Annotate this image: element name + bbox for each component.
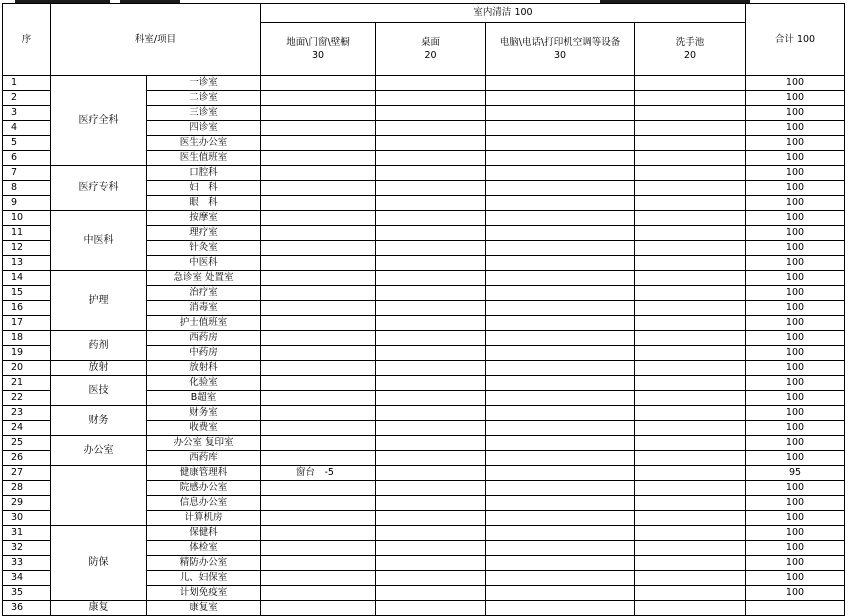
score-washbasin	[635, 196, 746, 211]
dept-group-cell: 医疗全科	[51, 76, 147, 166]
score-desktop	[376, 286, 486, 301]
row-seq: 28	[3, 481, 51, 496]
room-name: 中医科	[147, 256, 261, 271]
score-floor	[261, 526, 376, 541]
score-floor	[261, 301, 376, 316]
row-total: 95	[746, 466, 845, 481]
table-row	[3, 361, 845, 376]
row-total: 100	[746, 331, 845, 346]
table-row	[3, 211, 845, 226]
room-name: 消毒室	[147, 301, 261, 316]
score-equipment	[486, 586, 635, 601]
room-name: 医生值班室	[147, 151, 261, 166]
dept-group-cell: 医疗专科	[51, 166, 147, 211]
score-floor	[261, 151, 376, 166]
score-floor	[261, 436, 376, 451]
row-seq: 17	[3, 316, 51, 331]
score-equipment	[486, 166, 635, 181]
score-floor	[261, 226, 376, 241]
score-washbasin	[635, 406, 746, 421]
room-name: 收费室	[147, 421, 261, 436]
room-name: 护士值班室	[147, 316, 261, 331]
score-equipment	[486, 496, 635, 511]
row-seq: 26	[3, 451, 51, 466]
score-equipment	[486, 361, 635, 376]
row-total: 100	[746, 256, 845, 271]
score-washbasin	[635, 526, 746, 541]
row-total: 100	[746, 196, 845, 211]
score-floor	[261, 481, 376, 496]
table-row	[3, 331, 845, 346]
row-total: 100	[746, 106, 845, 121]
dept-group-cell: 医技	[51, 376, 147, 406]
score-floor	[261, 421, 376, 436]
score-washbasin	[635, 571, 746, 586]
score-floor	[261, 496, 376, 511]
row-seq: 12	[3, 241, 51, 256]
row-total: 100	[746, 271, 845, 286]
score-equipment	[486, 556, 635, 571]
room-name: 急诊室 处置室	[147, 271, 261, 286]
dept-group-cell: 中医科	[51, 211, 147, 271]
column-score: 30	[311, 50, 325, 61]
score-floor	[261, 391, 376, 406]
score-desktop	[376, 451, 486, 466]
score-washbasin	[635, 166, 746, 181]
score-desktop	[376, 466, 486, 481]
row-seq: 1	[3, 76, 51, 91]
score-floor	[261, 196, 376, 211]
room-name: 计算机房	[147, 511, 261, 526]
score-floor	[261, 601, 376, 616]
row-seq: 18	[3, 331, 51, 346]
table-row	[3, 271, 845, 286]
row-total: 100	[746, 226, 845, 241]
column-name: 桌面	[420, 37, 440, 48]
score-equipment	[486, 181, 635, 196]
dept-group-cell: 防保	[51, 526, 147, 601]
row-total: 100	[746, 376, 845, 391]
column-name: 地面\门窗\壁橱	[286, 37, 350, 48]
row-total: 100	[746, 421, 845, 436]
table-row	[3, 166, 845, 181]
room-name: 妇 科	[147, 181, 261, 196]
score-desktop	[376, 526, 486, 541]
score-equipment	[486, 511, 635, 526]
row-seq: 34	[3, 571, 51, 586]
header-seq: 序	[3, 4, 51, 76]
dept-group-cell: 康复	[51, 601, 147, 616]
score-floor	[261, 571, 376, 586]
room-name: B超室	[147, 391, 261, 406]
score-washbasin	[635, 421, 746, 436]
score-equipment	[486, 106, 635, 121]
table-row	[3, 526, 845, 541]
score-desktop	[376, 196, 486, 211]
score-desktop	[376, 406, 486, 421]
dept-group-cell	[51, 466, 147, 526]
row-total: 100	[746, 481, 845, 496]
score-equipment	[486, 211, 635, 226]
score-desktop	[376, 181, 486, 196]
score-floor	[261, 181, 376, 196]
score-floor	[261, 211, 376, 226]
score-desktop	[376, 271, 486, 286]
room-name: 三诊室	[147, 106, 261, 121]
row-seq: 9	[3, 196, 51, 211]
score-desktop	[376, 301, 486, 316]
score-floor	[261, 511, 376, 526]
row-total: 100	[746, 451, 845, 466]
row-total: 100	[746, 496, 845, 511]
row-total: 100	[746, 166, 845, 181]
room-name: 儿、妇保室	[147, 571, 261, 586]
table-row	[3, 376, 845, 391]
score-equipment	[486, 346, 635, 361]
row-total: 100	[746, 571, 845, 586]
score-equipment	[486, 451, 635, 466]
row-total: 100	[746, 211, 845, 226]
score-washbasin	[635, 106, 746, 121]
room-name: 保健科	[147, 526, 261, 541]
score-equipment	[486, 286, 635, 301]
row-seq: 23	[3, 406, 51, 421]
room-name: 放射科	[147, 361, 261, 376]
score-floor	[261, 286, 376, 301]
score-desktop	[376, 106, 486, 121]
score-floor	[261, 241, 376, 256]
score-equipment	[486, 376, 635, 391]
score-equipment	[486, 436, 635, 451]
row-seq: 10	[3, 211, 51, 226]
room-name: 口腔科	[147, 166, 261, 181]
score-equipment	[486, 331, 635, 346]
score-floor	[261, 586, 376, 601]
header-indoor-cleaning: 室内清洁 100	[261, 4, 746, 23]
row-total: 100	[746, 301, 845, 316]
score-washbasin	[635, 211, 746, 226]
score-washbasin	[635, 361, 746, 376]
room-name: 化验室	[147, 376, 261, 391]
row-total: 100	[746, 91, 845, 106]
dept-group-cell: 药剂	[51, 331, 147, 361]
score-desktop	[376, 571, 486, 586]
row-total: 100	[746, 181, 845, 196]
header-floor-window-cabinet	[261, 23, 376, 76]
row-total: 100	[746, 346, 845, 361]
row-total: 100	[746, 511, 845, 526]
row-seq: 2	[3, 91, 51, 106]
score-equipment	[486, 121, 635, 136]
room-name: 康复室	[147, 601, 261, 616]
room-name: 精防办公室	[147, 556, 261, 571]
score-washbasin	[635, 451, 746, 466]
score-desktop	[376, 91, 486, 106]
score-equipment	[486, 481, 635, 496]
room-name: 四诊室	[147, 121, 261, 136]
score-washbasin	[635, 436, 746, 451]
score-equipment	[486, 196, 635, 211]
score-equipment	[486, 136, 635, 151]
score-floor	[261, 106, 376, 121]
score-floor	[261, 451, 376, 466]
score-floor	[261, 331, 376, 346]
score-floor	[261, 136, 376, 151]
score-washbasin	[635, 256, 746, 271]
score-washbasin	[635, 481, 746, 496]
score-desktop	[376, 241, 486, 256]
row-seq: 21	[3, 376, 51, 391]
score-desktop	[376, 316, 486, 331]
row-seq: 22	[3, 391, 51, 406]
score-washbasin	[635, 586, 746, 601]
score-desktop	[376, 436, 486, 451]
header-equipment	[486, 23, 635, 76]
score-floor	[261, 166, 376, 181]
row-seq: 27	[3, 466, 51, 481]
row-seq: 20	[3, 361, 51, 376]
score-desktop	[376, 541, 486, 556]
score-washbasin	[635, 496, 746, 511]
score-desktop	[376, 76, 486, 91]
room-name: 院感办公室	[147, 481, 261, 496]
room-name: 二诊室	[147, 91, 261, 106]
score-floor	[261, 91, 376, 106]
row-seq: 13	[3, 256, 51, 271]
score-desktop	[376, 376, 486, 391]
table-row	[3, 406, 845, 421]
room-name: 西药库	[147, 451, 261, 466]
score-equipment	[486, 91, 635, 106]
table-row	[3, 436, 845, 451]
dept-group-cell: 放射	[51, 361, 147, 376]
table-row	[3, 76, 845, 91]
score-equipment	[486, 301, 635, 316]
row-seq: 4	[3, 121, 51, 136]
header-desktop	[376, 23, 486, 76]
score-equipment	[486, 76, 635, 91]
score-equipment	[486, 316, 635, 331]
score-washbasin	[635, 601, 746, 616]
room-name: 计划免疫室	[147, 586, 261, 601]
score-desktop	[376, 166, 486, 181]
score-desktop	[376, 331, 486, 346]
score-desktop	[376, 151, 486, 166]
score-equipment	[486, 466, 635, 481]
row-seq: 7	[3, 166, 51, 181]
column-name: 洗手池	[675, 37, 705, 48]
score-washbasin	[635, 76, 746, 91]
score-desktop	[376, 391, 486, 406]
score-washbasin	[635, 346, 746, 361]
score-desktop	[376, 481, 486, 496]
score-equipment	[486, 421, 635, 436]
score-floor	[261, 271, 376, 286]
row-total: 100	[746, 241, 845, 256]
row-seq: 16	[3, 301, 51, 316]
score-desktop	[376, 346, 486, 361]
score-equipment	[486, 526, 635, 541]
row-total: 100	[746, 151, 845, 166]
room-name: 西药房	[147, 331, 261, 346]
row-seq: 29	[3, 496, 51, 511]
row-seq: 8	[3, 181, 51, 196]
row-total: 100	[746, 391, 845, 406]
score-washbasin	[635, 466, 746, 481]
dept-group-cell: 办公室	[51, 436, 147, 466]
column-name: 电脑\电话\打印机空调等设备	[499, 37, 621, 48]
row-total: 100	[746, 76, 845, 91]
row-total: 100	[746, 121, 845, 136]
room-name: 中药房	[147, 346, 261, 361]
row-seq: 11	[3, 226, 51, 241]
score-washbasin	[635, 541, 746, 556]
score-washbasin	[635, 181, 746, 196]
room-name: 眼 科	[147, 196, 261, 211]
row-total: 100	[746, 526, 845, 541]
score-desktop	[376, 496, 486, 511]
score-equipment	[486, 601, 635, 616]
dept-group-cell: 护理	[51, 271, 147, 331]
header-dept-project: 科室/项目	[51, 4, 261, 76]
score-floor	[261, 346, 376, 361]
score-floor	[261, 121, 376, 136]
score-washbasin	[635, 226, 746, 241]
row-total	[746, 601, 845, 616]
column-score: 20	[683, 50, 697, 61]
score-floor	[261, 316, 376, 331]
room-name: 办公室 复印室	[147, 436, 261, 451]
row-total: 100	[746, 436, 845, 451]
row-total: 100	[746, 406, 845, 421]
score-equipment	[486, 541, 635, 556]
room-name: 医生办公室	[147, 136, 261, 151]
score-equipment	[486, 571, 635, 586]
cleaning-score-table	[2, 3, 845, 616]
room-name: 按摩室	[147, 211, 261, 226]
deduction-note: 窗台 -5	[261, 466, 376, 481]
score-washbasin	[635, 136, 746, 151]
score-floor	[261, 76, 376, 91]
score-equipment	[486, 406, 635, 421]
row-seq: 36	[3, 601, 51, 616]
row-seq: 35	[3, 586, 51, 601]
score-equipment	[486, 271, 635, 286]
score-desktop	[376, 601, 486, 616]
score-washbasin	[635, 391, 746, 406]
score-desktop	[376, 511, 486, 526]
header-washbasin	[635, 23, 746, 76]
score-floor	[261, 556, 376, 571]
room-name: 一诊室	[147, 76, 261, 91]
score-washbasin	[635, 331, 746, 346]
score-washbasin	[635, 316, 746, 331]
room-name: 体检室	[147, 541, 261, 556]
row-total: 100	[746, 586, 845, 601]
score-desktop	[376, 556, 486, 571]
row-seq: 19	[3, 346, 51, 361]
room-name: 针灸室	[147, 241, 261, 256]
score-desktop	[376, 226, 486, 241]
row-seq: 15	[3, 286, 51, 301]
row-seq: 6	[3, 151, 51, 166]
score-desktop	[376, 121, 486, 136]
score-equipment	[486, 256, 635, 271]
score-equipment	[486, 241, 635, 256]
row-seq: 24	[3, 421, 51, 436]
table-row	[3, 466, 845, 481]
room-name: 信息办公室	[147, 496, 261, 511]
row-seq: 31	[3, 526, 51, 541]
score-washbasin	[635, 376, 746, 391]
table-row	[3, 601, 845, 616]
score-desktop	[376, 586, 486, 601]
score-floor	[261, 361, 376, 376]
score-equipment	[486, 391, 635, 406]
score-desktop	[376, 421, 486, 436]
score-floor	[261, 406, 376, 421]
row-seq: 5	[3, 136, 51, 151]
score-washbasin	[635, 301, 746, 316]
score-washbasin	[635, 241, 746, 256]
score-floor	[261, 541, 376, 556]
score-equipment	[486, 226, 635, 241]
score-washbasin	[635, 151, 746, 166]
score-washbasin	[635, 286, 746, 301]
row-total: 100	[746, 286, 845, 301]
score-desktop	[376, 361, 486, 376]
score-washbasin	[635, 511, 746, 526]
column-score: 30	[553, 50, 567, 61]
row-seq: 14	[3, 271, 51, 286]
score-desktop	[376, 211, 486, 226]
room-name: 财务室	[147, 406, 261, 421]
row-total: 100	[746, 136, 845, 151]
score-washbasin	[635, 556, 746, 571]
score-washbasin	[635, 271, 746, 286]
room-name: 理疗室	[147, 226, 261, 241]
score-washbasin	[635, 91, 746, 106]
score-desktop	[376, 136, 486, 151]
score-desktop	[376, 256, 486, 271]
room-name: 治疗室	[147, 286, 261, 301]
row-seq: 30	[3, 511, 51, 526]
score-floor	[261, 376, 376, 391]
score-washbasin	[635, 121, 746, 136]
row-seq: 33	[3, 556, 51, 571]
row-total: 100	[746, 556, 845, 571]
row-total: 100	[746, 316, 845, 331]
header-total: 合计 100	[746, 4, 845, 76]
row-seq: 3	[3, 106, 51, 121]
score-floor	[261, 256, 376, 271]
row-seq: 32	[3, 541, 51, 556]
row-total: 100	[746, 361, 845, 376]
column-score: 20	[424, 50, 437, 61]
row-seq: 25	[3, 436, 51, 451]
score-equipment	[486, 151, 635, 166]
row-total: 100	[746, 541, 845, 556]
dept-group-cell: 财务	[51, 406, 147, 436]
room-name: 健康管理科	[147, 466, 261, 481]
